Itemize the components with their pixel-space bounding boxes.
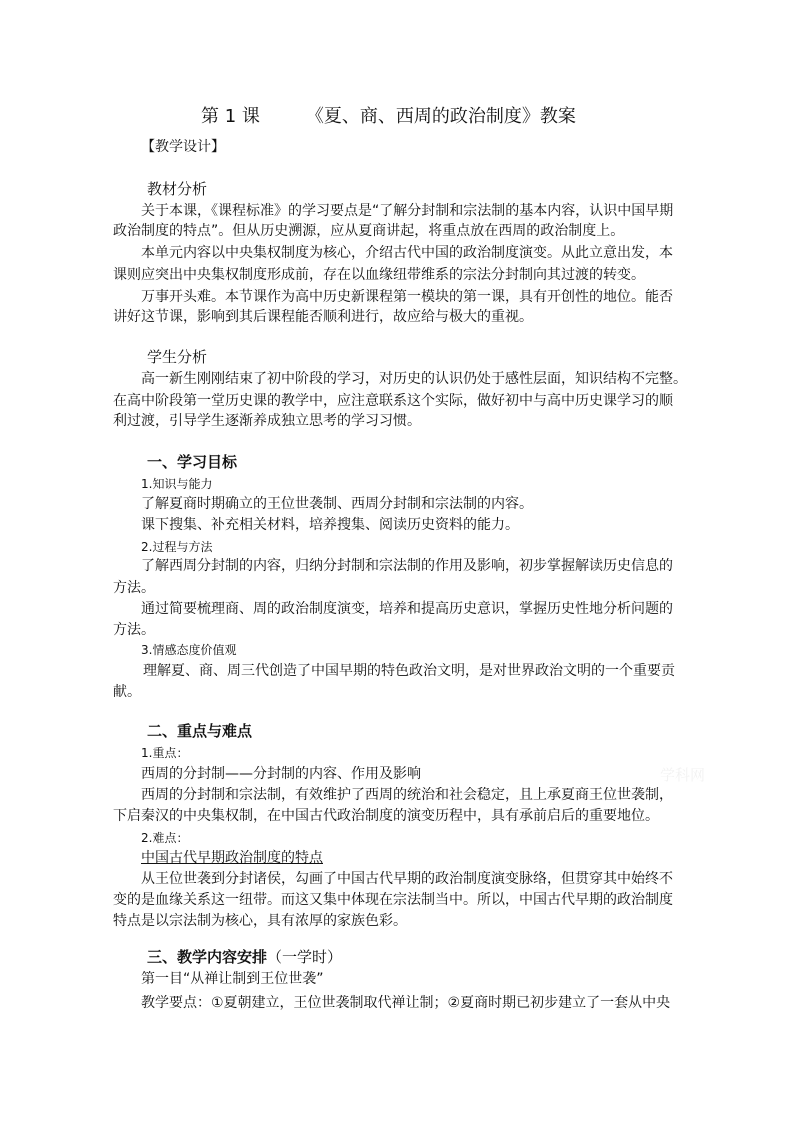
- subsection-heading: 1.重点：: [141, 746, 189, 760]
- paragraph-line: 关于本课，《课程标准》的学习要点是“了解分封制和宗法制的基本内容，认识中国早期: [141, 203, 674, 219]
- section-3-heading-note: （一学时）: [267, 948, 343, 966]
- subsection-heading: 1.知识与能力: [141, 477, 213, 491]
- paragraph-line: 了解夏商时期确立的王位世袭制、西周分封制和宗法制的内容。: [141, 496, 533, 512]
- paragraph-line: 下启秦汉的中央集权制，在中国古代政治制度的演变历程中，具有承前启后的重要地位。: [113, 808, 659, 824]
- subsection-heading: 2.难点：: [141, 831, 189, 845]
- paragraph-line: 万事开头难。本节课作为高中历史新课程第一模块的第一课，具有开创性的地位。能否: [141, 289, 673, 305]
- paragraph-line: 讲好这节课，影响到其后课程能否顺利进行，故应给与极大的重视。: [113, 309, 533, 325]
- textbook-analysis-heading: 教材分析: [147, 180, 208, 198]
- watermark: 学科网: [660, 766, 706, 784]
- paragraph-line: 课下搜集、补充相关材料，培养搜集、阅读历史资料的能力。: [141, 517, 519, 533]
- paragraph-line: 方法。: [113, 580, 155, 596]
- section-3-heading: [147, 948, 342, 966]
- section-3-heading-main: 三、教学内容安排: [147, 948, 268, 966]
- section-1-heading: 一、学习目标: [147, 453, 238, 471]
- paragraph-line: 理解夏、商、周三代创造了中国早期的特色政治文明，是对世界政治文明的一个重要贡: [143, 663, 675, 679]
- paragraph-line: 献。: [113, 684, 141, 700]
- paragraph-line: 教学要点：①夏朝建立，王位世袭制取代禅让制；②夏商时期已初步建立了一套从中央: [141, 995, 671, 1011]
- document-page: [113, 0, 687, 1123]
- lesson-title: [201, 106, 576, 128]
- lesson-number: 第 1 课: [201, 106, 260, 127]
- lesson-name: 《夏、商、西周的政治制度》教案: [305, 106, 576, 127]
- paragraph-line: 第一目“从禅让制到王位世袭”: [141, 971, 324, 987]
- paragraph-line: 变的是血缘关系这一纽带。而这又集中体现在宗法制当中。所以，中国古代早期的政治制度: [113, 892, 673, 908]
- paragraph-line: 西周的分封制和宗法制，有效维护了西周的统治和社会稳定，且上承夏商王位世袭制，: [141, 787, 673, 803]
- design-heading: 【教学设计】: [141, 139, 225, 155]
- paragraph-line: 中国古代早期政治制度的特点: [141, 850, 323, 866]
- paragraph-line: 方法。: [113, 622, 155, 638]
- paragraph-line: 西周的分封制——分封制的内容、作用及影响: [141, 766, 421, 782]
- section-2-heading: 二、重点与难点: [147, 722, 253, 740]
- paragraph-line: 高一新生刚刚结束了初中阶段的学习，对历史的认识仍处于感性层面，知识结构不完整。: [141, 371, 687, 387]
- paragraph-line: 政治制度的特点”。但从历史溯源，应从夏商讲起，将重点放在西周的政治制度上。: [113, 223, 625, 239]
- paragraph-line: 从王位世袭到分封诸侯，勾画了中国古代早期的政治制度演变脉络，但贯穿其中始终不: [141, 871, 673, 887]
- paragraph-line: 利过渡，引导学生逐渐养成独立思考的学习习惯。: [113, 413, 421, 429]
- paragraph-line: 课则应突出中央集权制度形成前，存在以血缘纽带维系的宗法分封制向其过渡的转变。: [113, 267, 645, 283]
- paragraph-line: 在高中阶段第一堂历史课的教学中，应注意联系这个实际，做好初中与高中历史课学习的顺: [113, 393, 673, 409]
- paragraph-line: 本单元内容以中央集权制度为核心，介绍古代中国的政治制度演变。从此立意出发，本: [141, 245, 673, 261]
- paragraph-line: 通过简要梳理商、周的政治制度演变，培养和提高历史意识，掌握历史性地分析问题的: [141, 601, 673, 617]
- paragraph-line: 了解西周分封制的内容，归纳分封制和宗法制的作用及影响，初步掌握解读历史信息的: [141, 558, 673, 574]
- student-analysis-heading: 学生分析: [147, 348, 208, 366]
- subsection-heading: 3.情感态度价值观: [141, 643, 237, 657]
- subsection-heading: 2.过程与方法: [141, 540, 213, 554]
- paragraph-line: 特点是以宗法制为核心，具有浓厚的家族色彩。: [113, 913, 407, 929]
